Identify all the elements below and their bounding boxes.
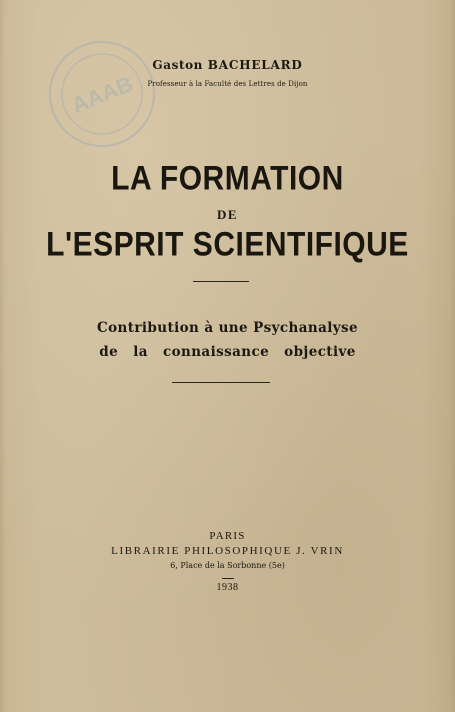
title-line-1: LA FORMATION xyxy=(111,159,344,198)
subtitle-divider xyxy=(172,382,270,383)
author-last-name: BACHELARD xyxy=(207,58,303,72)
subtitle-line-1: Contribution à une Psychanalyse xyxy=(96,320,359,336)
title-line-3: L'ESPRIT SCIENTIFIQUE xyxy=(46,225,409,264)
imprint-address: 6, Place de la Sorbonne (5e) xyxy=(170,561,285,570)
title-line-2: DE xyxy=(216,207,239,222)
library-stamp xyxy=(46,38,158,150)
imprint-city: PARIS xyxy=(209,530,246,542)
stamp-text: AAAB xyxy=(68,70,137,118)
title-divider xyxy=(193,281,249,282)
author-affiliation: Professeur à la Faculté des Lettres de Dijon xyxy=(147,80,308,88)
author-name xyxy=(0,58,455,72)
subtitle-line-2: de la connaissance objective xyxy=(99,344,356,360)
author-first-name: Gaston xyxy=(152,58,204,72)
year-divider xyxy=(222,578,234,579)
imprint-publisher: LIBRAIRIE PHILOSOPHIQUE J. VRIN xyxy=(111,545,344,557)
imprint-year: 1938 xyxy=(216,582,239,593)
